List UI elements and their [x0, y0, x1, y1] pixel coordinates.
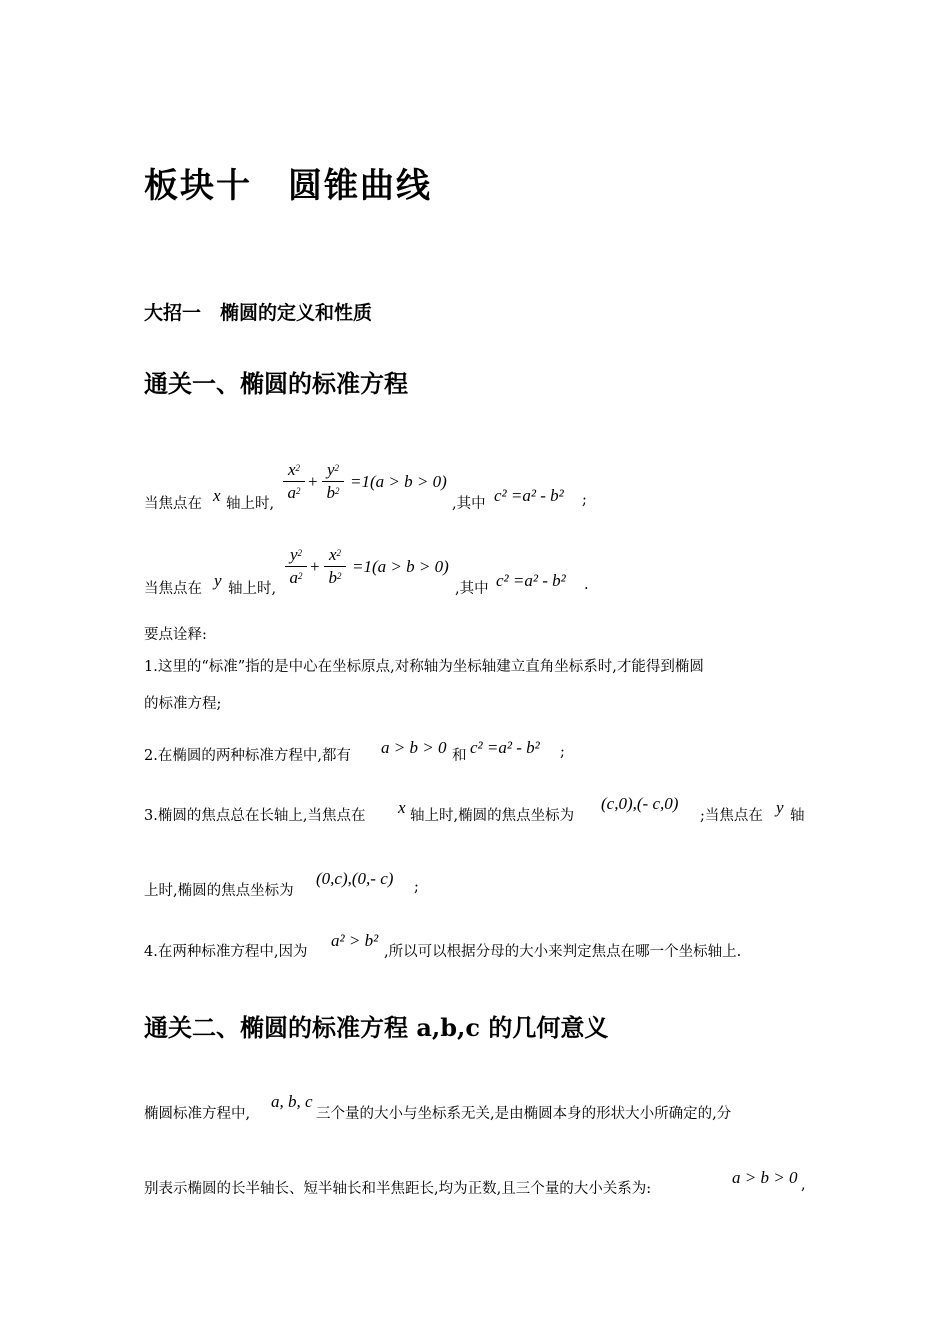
fraction-3: $y^2$ $a^2$	[285, 545, 307, 588]
note-1b: 的标准方程;	[144, 696, 222, 712]
fraction-4: $x^2$ $b^2$	[324, 545, 346, 588]
section-title: 大招一 椭圆的定义和性质	[144, 302, 373, 324]
fraction-2: $y^2$ $b^2$	[322, 460, 344, 503]
pass1-heading: 通关一、椭圆的标准方程	[144, 369, 408, 398]
fraction-1: $x^2$ $a^2$	[283, 460, 305, 503]
pass2-heading: 通关二、椭圆的标准方程 a,b,c 的几何意义	[144, 1013, 609, 1042]
page-title: 板块十 圆锥曲线	[144, 166, 432, 206]
notes-label: 要点诠释:	[144, 627, 207, 643]
note-1a: 1.这里的“标准”指的是中心在坐标原点,对称轴为坐标轴建立直角坐标系时,才能得到椭圆	[144, 659, 704, 675]
